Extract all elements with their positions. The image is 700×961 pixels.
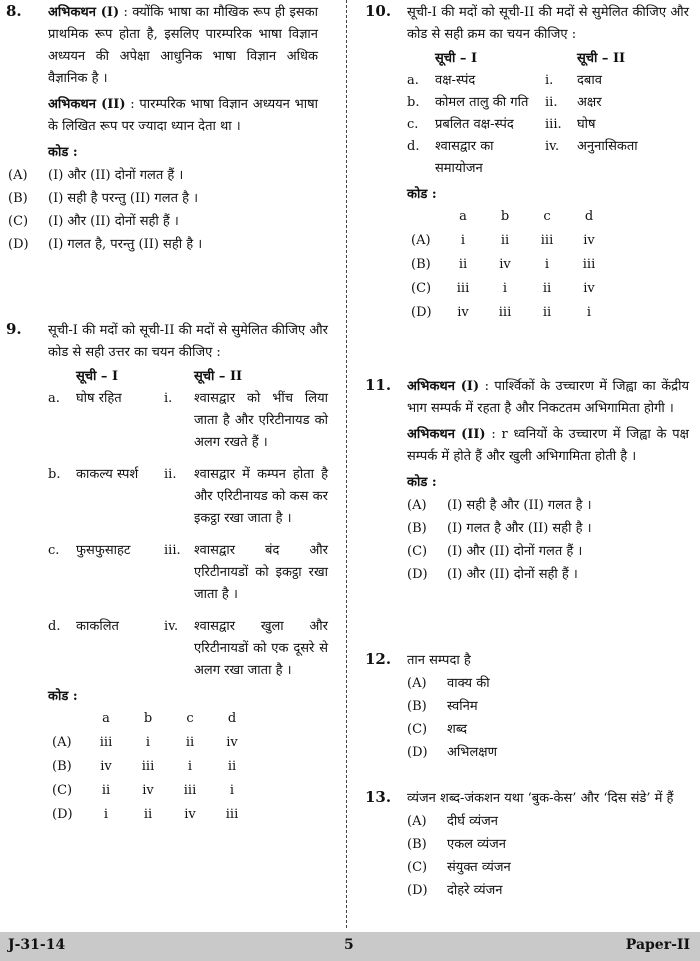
code-label: कोड :	[407, 187, 437, 202]
paper-code: J-31-14	[8, 937, 66, 953]
assertion-1-label: अभिकथन (I)	[407, 379, 480, 394]
assertion-2-text: : पारम्परिक भाषा विज्ञान अध्ययन भाषा के लिखित रूप पर ज्यादा ध्यान देता था ।	[48, 97, 318, 134]
question-stem: सूची-I की मदों को सूची-II की मदों से सुमेलित कीजिए और कोड से सही क्रम का चयन कीजिए :	[407, 5, 689, 42]
question-12	[365, 650, 695, 764]
question-number: 10.	[365, 2, 392, 20]
match-row: b. काकल्य स्पर्श ii. श्वासद्वार में कम्पन होता है और एरिटीनायड को कस कर इकट्ठा रखा जाता है ।	[48, 467, 328, 526]
question-number: 13.	[365, 788, 392, 806]
list-1-header: सूची – I	[76, 369, 119, 384]
list-1-header: सूची – I	[435, 51, 478, 66]
match-table	[407, 48, 689, 180]
match-row: c. प्रबलित वक्ष-स्पंद iii. घोष	[407, 117, 596, 132]
question-10	[365, 2, 695, 326]
list-2-header: सूची – II	[577, 51, 626, 66]
assertion-1-text: : क्योंकि भाषा का मौखिक रूप ही इसका प्राथमिक रूप होता है, इसलिए पारम्परिक भाषा विज्ञान अध्ययन की अपेक्षा आधुनिक भाषा विज्ञान अधिक वैज्ञानिक है ।	[48, 5, 319, 86]
question-stem: तान सम्पदा है	[407, 653, 471, 668]
match-row: b. कोमल तालु की गति ii. अक्षर	[407, 95, 602, 110]
assertion-2	[407, 424, 689, 468]
options-list	[407, 672, 689, 764]
match-table	[48, 366, 328, 682]
question-stem: व्यंजन शब्द-जंकशन यथा ‘बुक-केस’ और ‘दिस संडे’ में हैं	[407, 791, 674, 806]
question-13	[365, 788, 695, 902]
page-number: 5	[344, 937, 354, 953]
match-row: d. श्वासद्वार का समायोजन iv. अनुनासिकता	[407, 139, 638, 176]
code-label: कोड :	[407, 475, 437, 490]
assertion-2-label: अभिकथन (II)	[407, 427, 486, 442]
assertion-1-text: : पार्श्विकों के उच्चारण में जिह्वा का केंद्रीय भाग सम्पर्क में रहता है और निकटतम अभिगामिता होगी ।	[407, 379, 689, 416]
option-a[interactable]: (A) दीर्घ व्यंजन	[407, 814, 498, 829]
match-row: d. काकलित iv. श्वासद्वार खुला और एरिटीनायडों को एक दूसरे से अलग रखा जाता है ।	[48, 619, 328, 678]
assertion-1-label: अभिकथन (I)	[48, 5, 120, 20]
page-footer	[0, 932, 700, 961]
option-c[interactable]: (C) संयुक्त व्यंजन	[407, 860, 511, 875]
answer-grid	[50, 706, 254, 828]
option-d[interactable]: (D) (I) और (II) दोनों सही हैं ।	[407, 567, 578, 582]
option-c[interactable]: (C) iii i ii iv	[411, 281, 595, 296]
option-b[interactable]: (B) एकल व्यंजन	[407, 837, 506, 852]
code-label: कोड :	[48, 689, 78, 704]
assertion-2-text: : r ध्वनियों के उच्चारण में जिह्वा के पक्ष सम्पर्क में होते हैं और खुली अभिगामिता होती है ।	[407, 427, 689, 464]
paper-label: Paper-II	[625, 937, 690, 953]
code-label: कोड :	[48, 145, 78, 160]
grid-header: a b c d	[102, 711, 237, 726]
option-c[interactable]: (C) (I) और (II) दोनों गलत हैं ।	[407, 544, 583, 559]
question-number: 12.	[365, 650, 392, 668]
option-d[interactable]: (D) दोहरे व्यंजन	[407, 883, 503, 898]
option-b[interactable]: (B) स्वनिम	[407, 699, 478, 714]
option-b[interactable]: (B) (I) गलत है और (II) सही है ।	[407, 521, 592, 536]
options-list	[407, 810, 689, 902]
assertion-2-label: अभिकथन (II)	[48, 97, 126, 112]
question-stem: सूची-I की मदों को सूची-II की मदों से सुमेलित कीजिए और कोड से सही उत्तर का चयन कीजिए :	[48, 323, 328, 360]
options-list	[8, 164, 318, 256]
option-a[interactable]: (A) (I) और (II) दोनों गलत हैं ।	[8, 168, 184, 183]
assertion-2	[48, 94, 318, 138]
option-b[interactable]: (B) (I) सही है परन्तु (II) गलत है ।	[8, 191, 199, 206]
match-row: c. फुसफुसाहट iii. श्वासद्वार बंद और एरिटीनायडों को इकट्ठा रखा जाता है ।	[48, 543, 328, 602]
option-b[interactable]: (B) ii iv i iii	[411, 257, 596, 272]
question-8	[6, 2, 334, 256]
option-c[interactable]: (C) (I) और (II) दोनों सही हैं ।	[8, 214, 179, 229]
match-row: a. वक्ष-स्पंद i. दबाव	[407, 73, 602, 88]
assertion-1	[407, 376, 689, 420]
column-divider	[346, 0, 347, 928]
question-9	[6, 320, 334, 828]
list-2-header: सूची – II	[194, 369, 243, 384]
option-a[interactable]: (A) (I) सही है और (II) गलत है ।	[407, 498, 592, 513]
assertion-1	[48, 2, 318, 90]
option-a[interactable]: (A) वाक्य की	[407, 676, 490, 691]
question-number: 8.	[6, 2, 22, 20]
option-c[interactable]: (C) शब्द	[407, 722, 468, 737]
answer-grid	[409, 204, 611, 326]
option-d[interactable]: (D) अभिलक्षण	[407, 745, 497, 760]
grid-header: a b c d	[459, 209, 594, 224]
option-d[interactable]: (D) iv iii ii i	[411, 305, 592, 320]
option-d[interactable]: (D) i ii iv iii	[52, 807, 239, 822]
option-d[interactable]: (D) (I) गलत है, परन्तु (II) सही है ।	[8, 237, 203, 252]
match-header	[407, 48, 689, 70]
question-11	[365, 376, 695, 586]
match-header	[48, 366, 328, 388]
question-number: 11.	[365, 376, 392, 394]
option-b[interactable]: (B) iv iii i ii	[52, 759, 237, 774]
question-number: 9.	[6, 320, 22, 338]
options-list	[407, 494, 689, 586]
option-a[interactable]: (A) iii i ii iv	[52, 735, 238, 750]
option-a[interactable]: (A) i ii iii iv	[411, 233, 595, 248]
match-row: a. घोष रहित i. श्वासद्वार को भींच लिया जाता है और एरिटीनायड को अलग रखते हैं ।	[48, 391, 328, 450]
option-c[interactable]: (C) ii iv iii i	[52, 783, 235, 798]
